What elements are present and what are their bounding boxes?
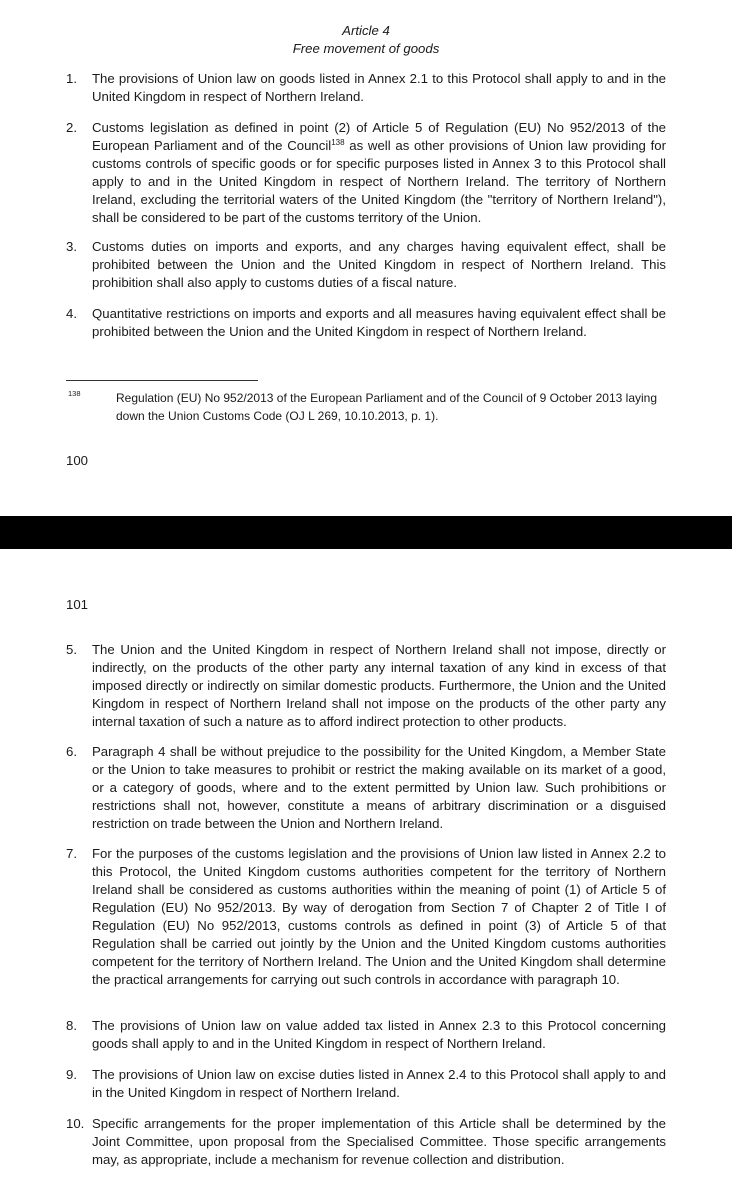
paragraph-6	[66, 743, 666, 833]
paragraph-8	[66, 1017, 666, 1053]
footnote	[66, 389, 666, 425]
article-title: Free movement of goods	[292, 41, 440, 56]
page-break-bar	[0, 516, 732, 549]
paragraph-number: 9.	[66, 1067, 77, 1082]
paragraph-7	[66, 845, 666, 989]
paragraph-9	[66, 1066, 666, 1102]
footnote-separator	[66, 380, 258, 381]
page-number-100: 100	[66, 453, 89, 468]
paragraph-number: 5.	[66, 642, 77, 657]
paragraph-text: Customs duties on imports and exports, and any charges having equivalent effect, shall be prohibited between the Union and the United Kingdom in respect of Northern Ireland. This prohibition shall also apply to customs duties of a fiscal nature.	[92, 239, 666, 290]
paragraph-text: Quantitative restrictions on imports and exports and all measures having equivalent effect shall be prohibited between the Union and the United Kingdom in respect of Northern Ireland.	[92, 306, 666, 339]
paragraph-10	[66, 1115, 666, 1169]
footnote-reference[interactable]: 138	[331, 138, 345, 147]
paragraph-2	[66, 119, 666, 227]
paragraph-number: 6.	[66, 744, 77, 759]
paragraph-5	[66, 641, 666, 731]
paragraph-text: The provisions of Union law on value added tax listed in Annex 2.3 to this Protocol concerning goods shall apply to and in the United Kingdom in respect of Northern Ireland.	[92, 1018, 666, 1051]
paragraph-text: The provisions of Union law on excise duties listed in Annex 2.4 to this Protocol shall apply to and in the United Kingdom in respect of Northern Ireland.	[92, 1067, 666, 1100]
paragraph-text: The Union and the United Kingdom in respect of Northern Ireland shall not impose, directly or indirectly, on the products of the other party any internal taxation of any kind in excess of that imposed directly or indirectly on similar domestic products. Furthermore, the Union and the United Kingdom in respect of Northern Ireland shall not impose on the products of the other party any internal taxation of such a nature as to afford indirect protection to other products.	[92, 642, 666, 729]
article-number: Article 4	[342, 23, 390, 38]
paragraph-number: 7.	[66, 846, 77, 861]
paragraph-text: Paragraph 4 shall be without prejudice to the possibility for the United Kingdom, a Member State or the Union to take measures to prohibit or restrict the making available on its market of a good, or a category of goods, where and to the extent permitted by Union law. Such prohibitions or restrictions shall not, however, constitute a means of arbitrary discrimination or a disguised restriction on trade between the Union and Northern Ireland.	[92, 744, 666, 831]
paragraph-1	[66, 70, 666, 106]
paragraph-number: 8.	[66, 1018, 77, 1033]
page-number-101: 101	[66, 597, 89, 612]
paragraph-number: 10.	[66, 1116, 85, 1131]
paragraph-number: 2.	[66, 120, 77, 135]
paragraph-4	[66, 305, 666, 341]
paragraph-number: 4.	[66, 306, 77, 321]
paragraph-text: For the purposes of the customs legislation and the provisions of Union law listed in Annex 2.2 to this Protocol, the United Kingdom customs authorities competent for the territory of Northern Ireland shall be considered as customs authorities within the meaning of point (1) of Article 5 of Regulation (EU) No 952/2013. By way of derogation from Section 7 of Chapter 2 of Title I of Regulation (EU) No 952/2013, customs controls as defined in point (3) of Article 5 of that Regulation shall be carried out jointly by the Union and the United Kingdom customs authorities competent for the territory of Northern Ireland. The Union and the United Kingdom shall determine the practical arrangements for carrying out such controls in accordance with paragraph 10.	[92, 846, 666, 987]
paragraph-3	[66, 238, 666, 292]
paragraph-text: Specific arrangements for the proper implementation of this Article shall be determined by the Joint Committee, upon proposal from the Specialised Committee. Those specific arrangements may, as appropriate, include a mechanism for revenue collection and distribution.	[92, 1116, 666, 1167]
paragraph-number: 1.	[66, 71, 77, 86]
footnote-text: Regulation (EU) No 952/2013 of the European Parliament and of the Council of 9 October 2013 laying down the Union Customs Code (OJ L 269, 10.10.2013, p. 1).	[116, 391, 658, 423]
paragraph-text-before: Customs legislation as defined in point (2) of Article 5 of Regulation (EU) No 952/2013 of the European Parliament and of the Council	[92, 120, 666, 153]
paragraph-text-after: as well as other provisions of Union law providing for customs controls of specific goods or for specific purposes listed in Annex 3 to this Protocol shall apply to and in the United Kingdom in respect of Northern Ireland. The territory of Northern Ireland, excluding the territorial waters of the United Kingdom (the "territory of Northern Ireland"), shall be considered to be part of the customs territory of the Union.	[92, 138, 666, 225]
footnote-number: 138	[68, 389, 81, 398]
paragraph-text: The provisions of Union law on goods listed in Annex 2.1 to this Protocol shall apply to and in the United Kingdom in respect of Northern Ireland.	[92, 71, 666, 104]
paragraph-number: 3.	[66, 239, 77, 254]
paragraph-text	[92, 119, 666, 227]
